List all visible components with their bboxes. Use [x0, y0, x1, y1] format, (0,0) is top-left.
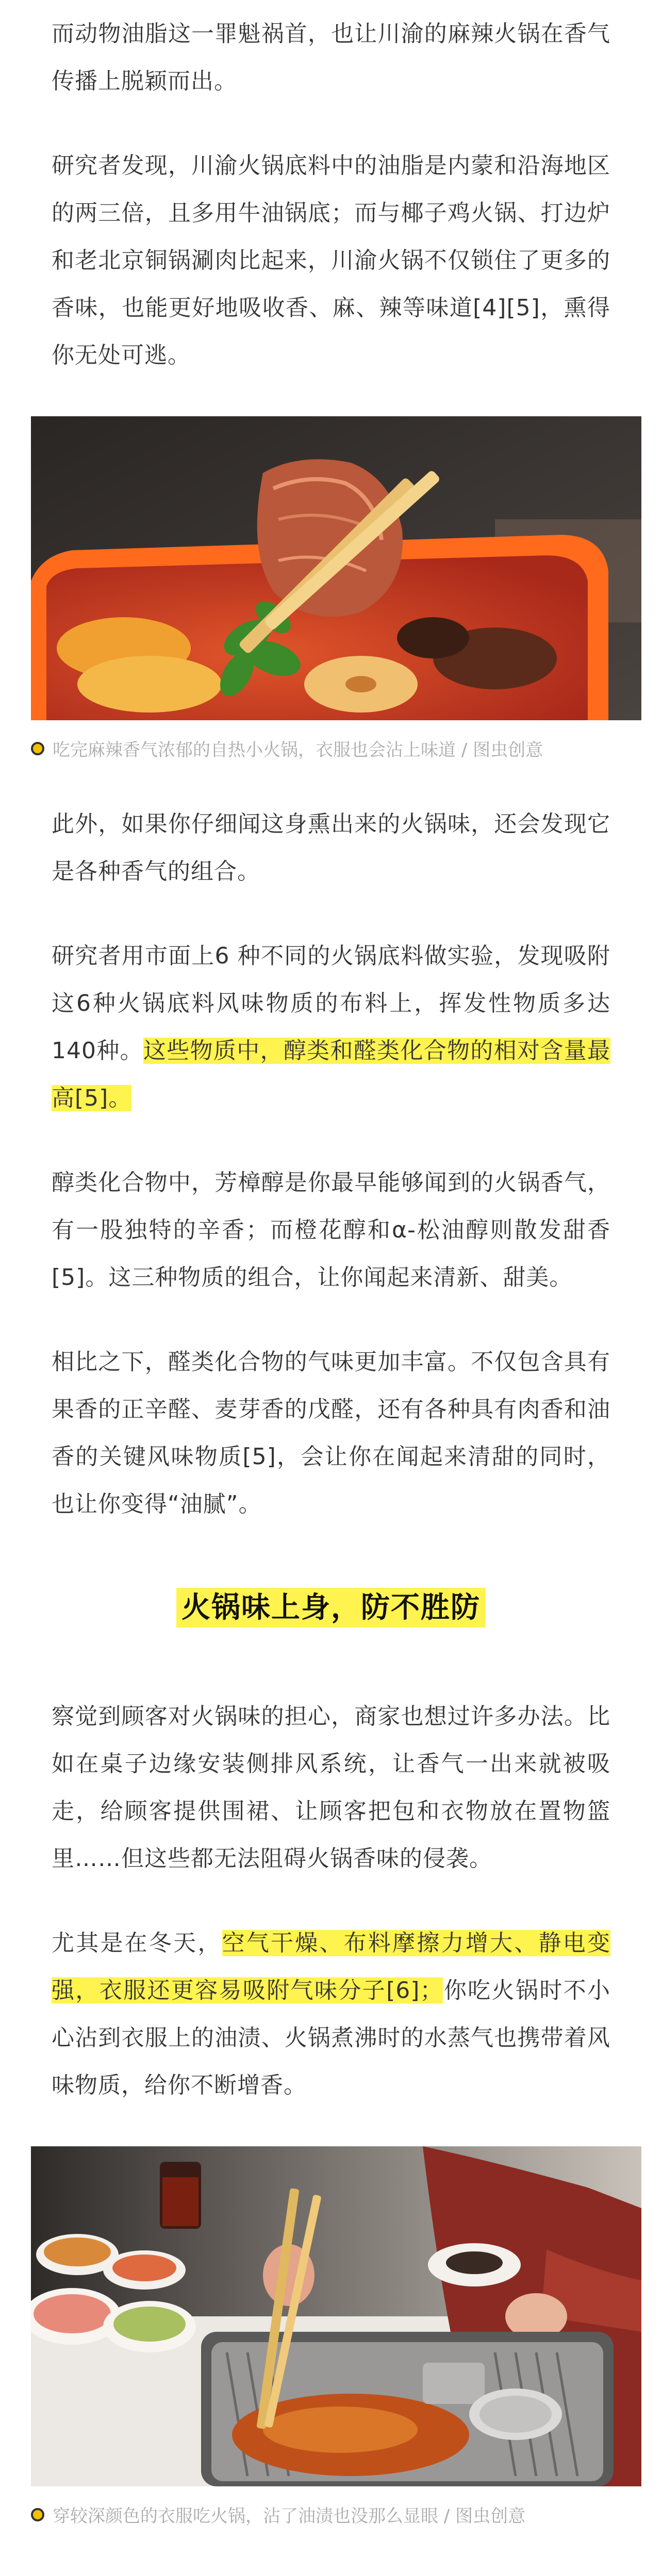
caption-bullet-icon: [31, 2508, 44, 2521]
paragraph-1: 而动物油脂这一罪魁祸首，也让川渝的麻辣火锅在香气传播上脱颖而出。: [52, 21, 610, 94]
paragraph-4: [52, 933, 610, 1122]
paragraph-2: 研究者发现，川渝火锅底料中的油脂是内蒙和沿海地区的两三倍，且多用牛油锅底；而与椰子鸡火锅、打边炉和老北京铜锅涮肉比起来，川渝火锅不仅锁住了更多的香味，也能更好地吸收香、麻、辣等味道[4][5]，熏得你无处可逃。: [52, 152, 610, 368]
hotpot-closeup-image: [31, 416, 641, 720]
paragraph-4-text: 研究者用市面上6 种不同的火锅底料做实验，发现吸附这6种火锅底料风味物质的布料上，挥发性物质多达140种。: [52, 943, 610, 1064]
highlighted-text: 这些物质中，醇类和醛类化合物的相对含量最高[5]。: [52, 1038, 611, 1111]
figure-caption-2: [31, 2502, 641, 2531]
figure-hotpot-table: [52, 2146, 610, 2531]
figure-caption-1: [31, 736, 641, 765]
paragraph-5: 醇类化合物中，芳樟醇是你最早能够闻到的火锅香气，有一股独特的辛香；而橙花醇和α-松油醇则散发甜香[5]。这三种物质的组合，让你闻起来清新、甜美。: [52, 1170, 610, 1291]
highlighted-text: 空气干燥、布料摩擦力增大、静电变强，衣服还更容易吸附气味分子[6]；: [52, 1930, 611, 2004]
paragraph-8-lead: 尤其是在冬天，: [52, 1930, 222, 1956]
caption-text: 吃完麻辣香气浓郁的自热小火锅，衣服也会沾上味道 / 图虫创意: [53, 740, 543, 760]
article-body: [52, 10, 610, 2576]
section-heading-text: 火锅味上身，防不胜防: [176, 1588, 486, 1628]
caption-bullet-icon: [31, 742, 44, 755]
hotpot-table-image: [31, 2146, 641, 2486]
section-heading: [52, 1585, 610, 1626]
hotpot-closeup-illustration: [31, 416, 641, 720]
caption-text: 穿较深颜色的衣服吃火锅，沾了油渍也没那么显眼 / 图虫创意: [53, 2506, 526, 2527]
paragraph-8: [52, 1920, 610, 2109]
paragraph-8-tail: 你吃火锅时不小心沾到衣服上的油渍、火锅煮沸时的水蒸气也携带着风味物质，给你不断增香。: [52, 1977, 611, 2098]
hotpot-table-illustration: [31, 2146, 641, 2486]
paragraph-7: 察觉到顾客对火锅味的担心，商家也想过许多办法。比如在桌子边缘安装侧排风系统，让香气一出来就被吸走，给顾客提供围裙、让顾客把包和衣物放在置物篮里……但这些都无法阻碍火锅香味的侵袭。: [52, 1703, 610, 1872]
paragraph-3: 此外，如果你仔细闻这身熏出来的火锅味，还会发现它是各种香气的组合。: [52, 811, 610, 885]
figure-hotpot-closeup: [52, 416, 610, 765]
paragraph-6: 相比之下，醛类化合物的气味更加丰富。不仅包含具有果香的正辛醛、麦芽香的戊醛，还有各种具有肉香和油香的关键风味物质[5]，会让你在闻起来清甜的同时，也让你变得“油腻”。: [52, 1349, 610, 1517]
paragraph-9: [52, 2567, 610, 2576]
